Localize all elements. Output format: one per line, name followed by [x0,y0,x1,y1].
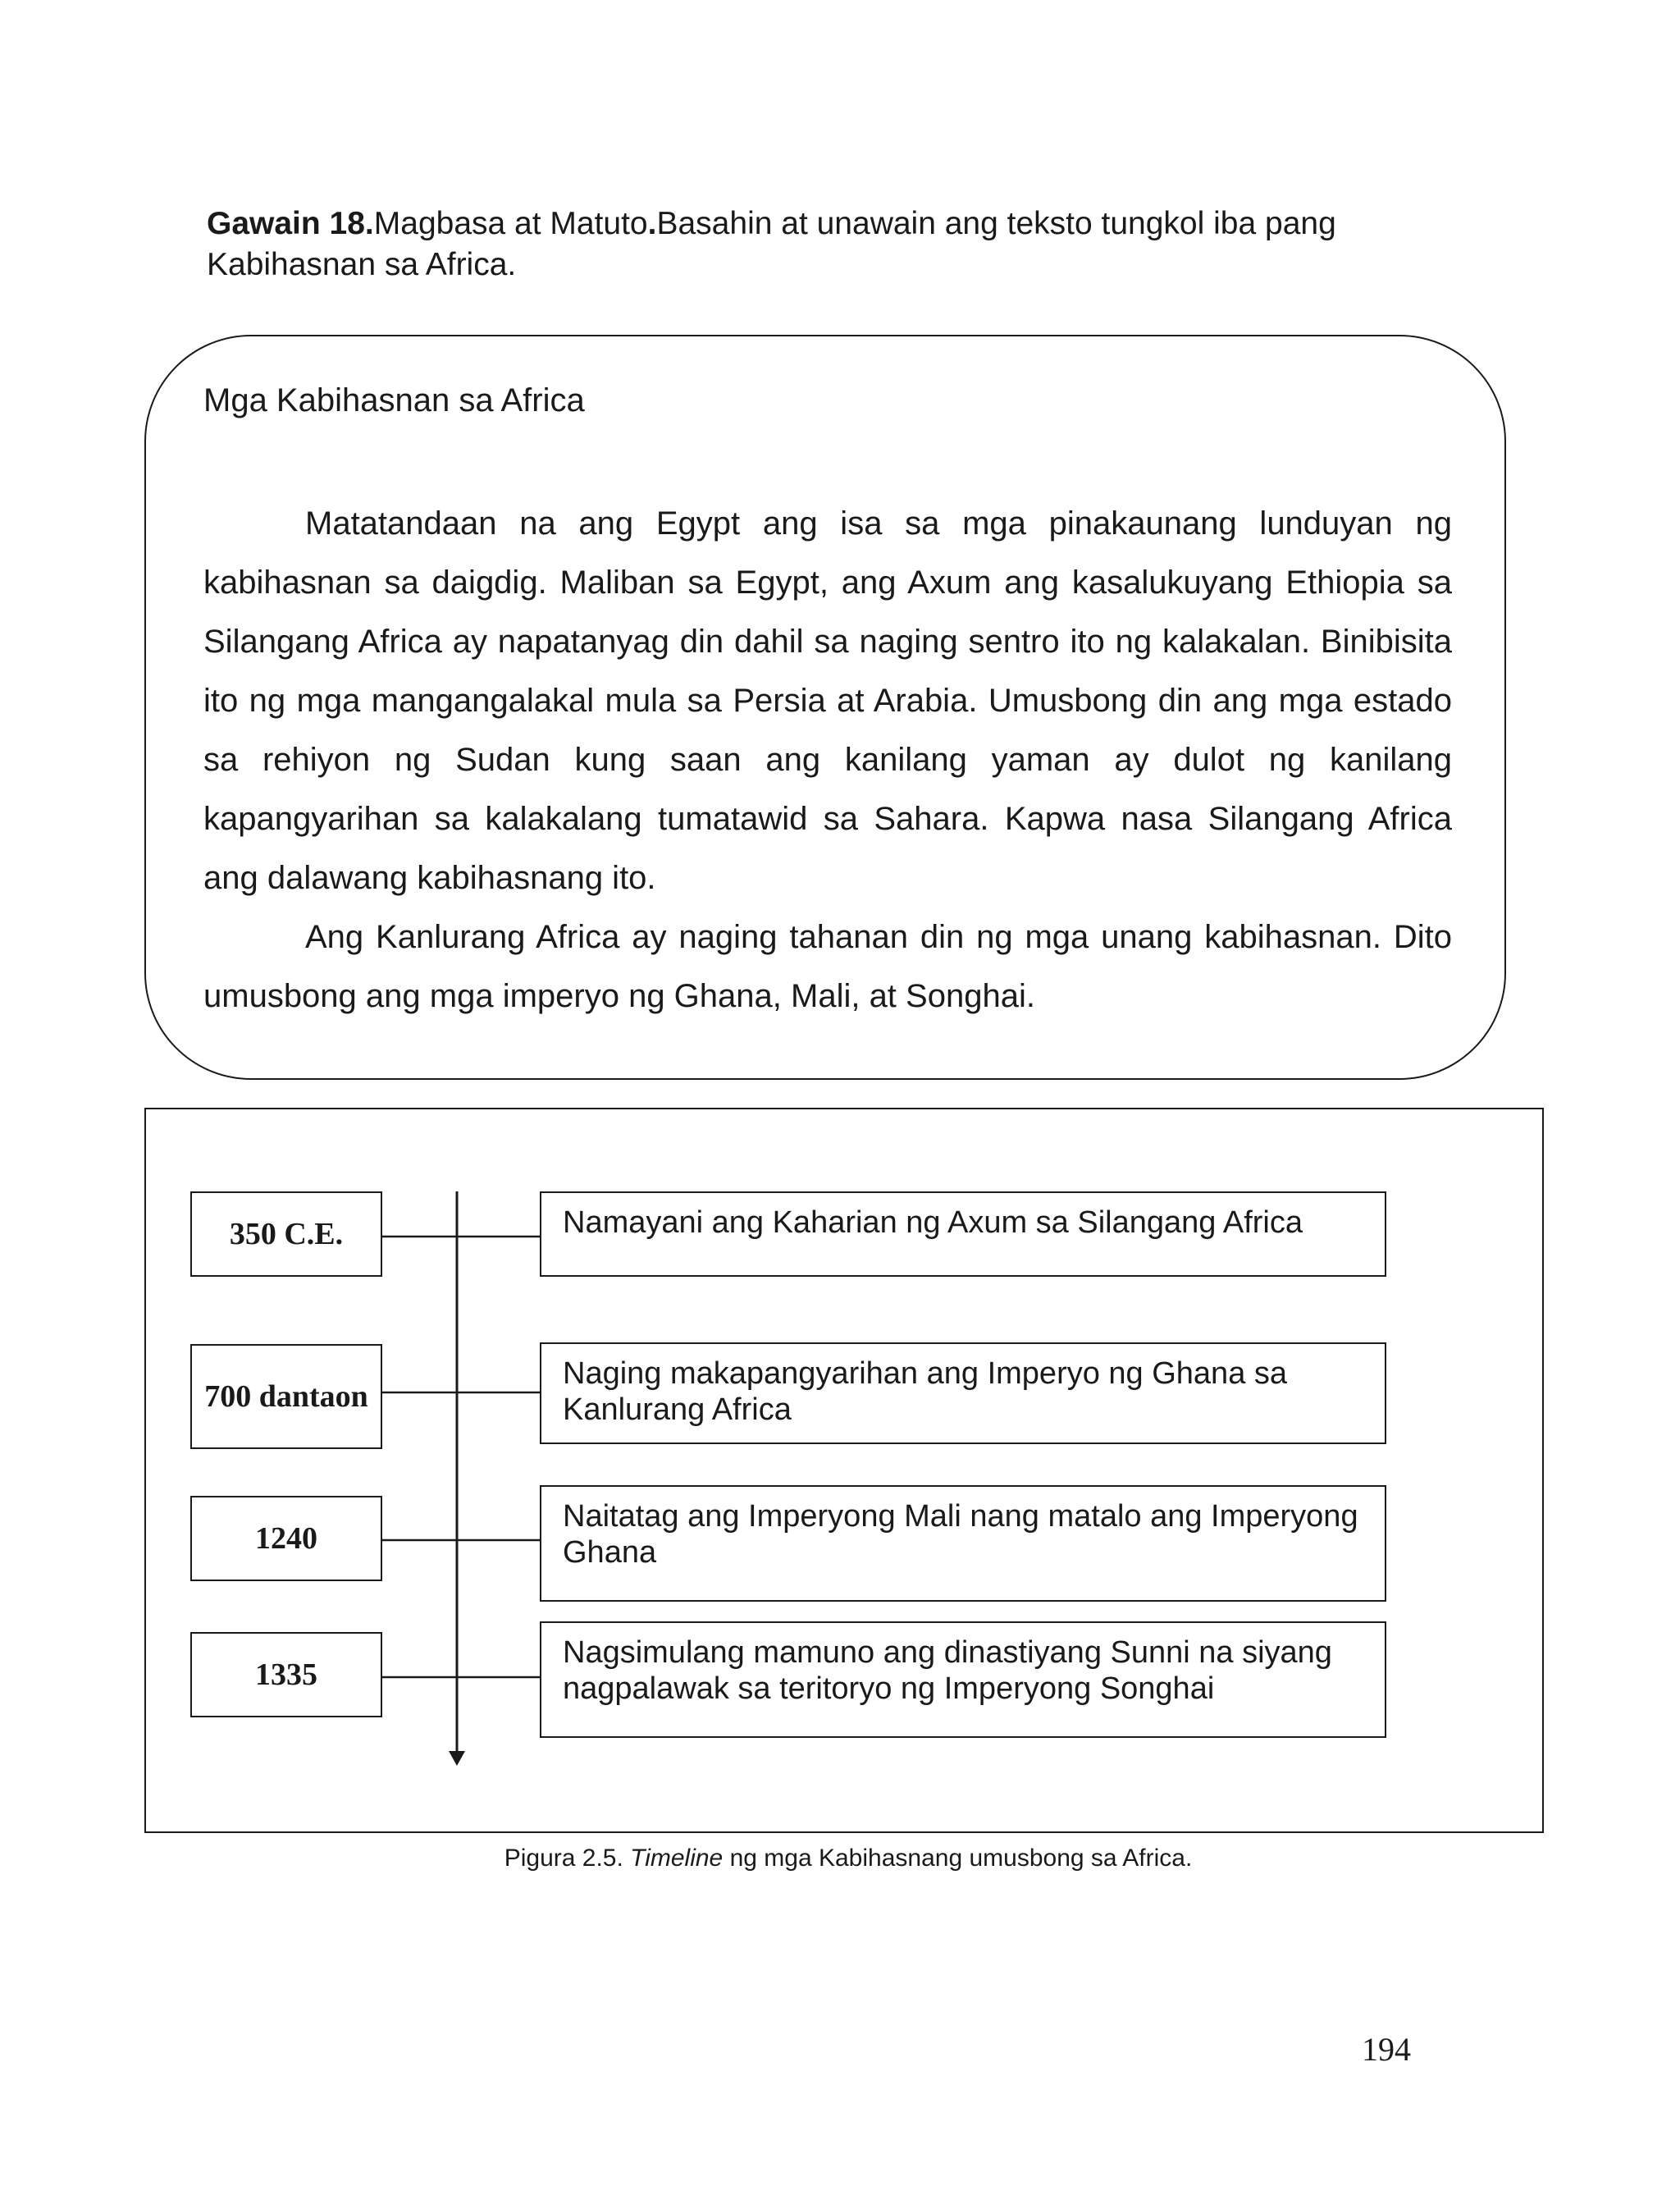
timeline-figure [144,1108,1544,1833]
caption-italic: Timeline [630,1845,724,1872]
reading-paragraph-1-text: Matatandaan na ang Egypt ang isa sa mga pinakaunang lunduyan ng kabihasnan sa daigdig. Maliban sa Egypt, ang Axum ang kasalukuyang Ethiopia sa Silangang Africa ay napatanyag din dahil sa naging sentro ito ng kalakalan. Binibisita ito ng mga mangangalakal mula sa Persia at Arabia. Umusbong din ang mga estado sa rehiyon ng Sudan kung saan ang kanilang yaman ay dulot ng kanilang kapangyarihan sa kalakalang tumatawid sa Sahara. Kapwa nasa Silangang Africa ang dalawang kabihasnang ito. [203,505,1452,896]
timeline-event-4: Nagsimulang mamuno ang dinastiyang Sunni na siyang nagpalawak sa teritoryo ng Imperyong Songhai [540,1621,1386,1738]
page-number: 194 [1362,2031,1411,2068]
activity-instructions [207,203,1396,286]
timeline-arrow-icon [449,1751,465,1766]
timeline-event-2: Naging makapangyarihan ang Imperyo ng Ghana sa Kanlurang Africa [540,1342,1386,1444]
timeline-date-1: 350 C.E. [190,1191,382,1277]
reading-paragraph-2 [203,908,1452,1026]
activity-label: Gawain 18. [207,206,374,241]
timeline-date-4: 1335 [190,1632,382,1717]
timeline-event-3: Naitatag ang Imperyong Mali nang matalo ang Imperyong Ghana [540,1485,1386,1602]
timeline-event-1: Namayani ang Kaharian ng Axum sa Silangang Africa [540,1191,1386,1277]
activity-text: Basahin at unawain ang teksto tungkol iba pang Kabihasnan sa Africa. [207,206,1336,282]
reading-paragraph-1 [203,494,1452,908]
timeline-date-2: 700 dantaon [190,1344,382,1449]
timeline-date-3: 1240 [190,1496,382,1581]
activity-title-period: . [647,206,657,241]
activity-title: Magbasa at Matuto [373,206,648,241]
caption-suffix: ng mga Kabihasnang umusbong sa Africa. [723,1845,1193,1872]
reading-paragraph-2-text: Ang Kanlurang Africa ay naging tahanan din ng mga unang kabihasnan. Dito umusbong ang mga imperyo ng Ghana, Mali, at Songhai. [203,919,1452,1014]
reading-box [144,335,1506,1080]
reading-title: Mga Kabihasnan sa Africa [203,382,585,418]
figure-caption [0,1845,1680,1872]
caption-prefix: Pigura 2.5. [504,1845,631,1872]
